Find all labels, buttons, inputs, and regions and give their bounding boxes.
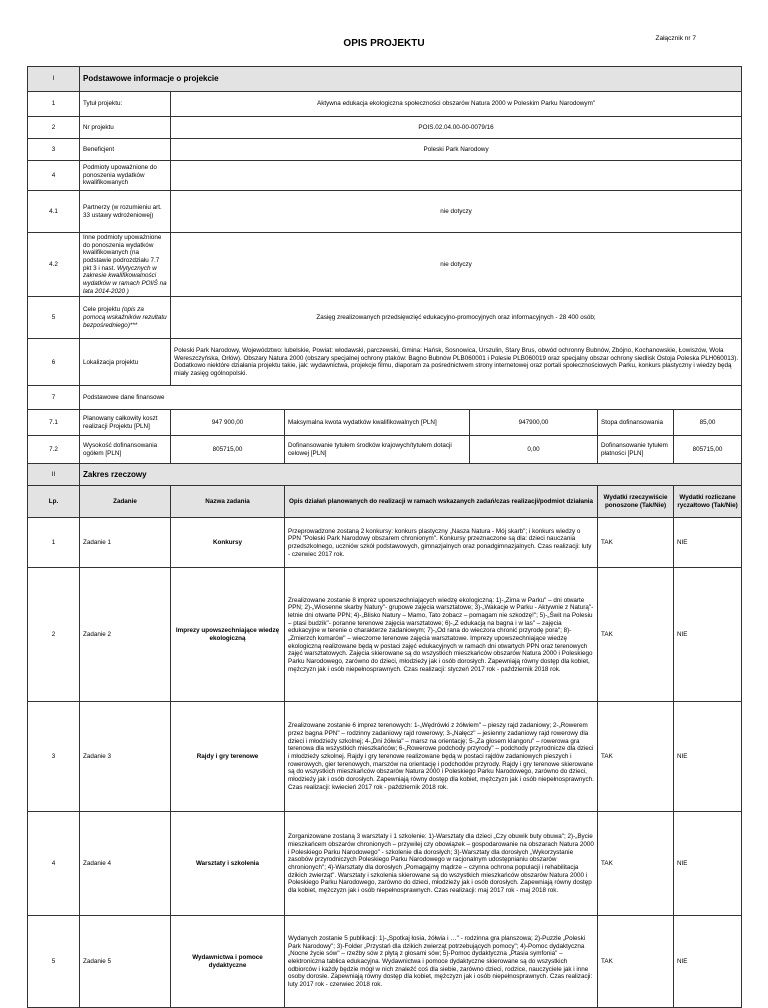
task-label: Zadanie 4 xyxy=(80,812,171,916)
row-4-entities xyxy=(28,161,742,191)
row-1-title xyxy=(28,92,742,117)
section-2-number: II xyxy=(28,464,80,486)
col-header-description: Opis działań planowanych do realizacji w ramach wskazanych zadań/czas realizacji/podmiot działania xyxy=(285,486,598,518)
task-row xyxy=(28,916,742,1008)
national-funding-value: 0,00 xyxy=(470,436,598,464)
row-label xyxy=(80,233,171,297)
goals-value: Zasięg zrealizowanych przedsięwzięć edukacyjno-promocyjnych oraz informacyjnych - 28 400 osób; xyxy=(171,297,742,339)
row-label-plain: Inne podmioty upoważnione do ponoszenia wydatków kwalifikowanych (na podstawie podrozdziału 7.7 pkt 3 i nast. xyxy=(83,234,162,272)
total-funding-label: Wysokość dofinansowania ogółem [PLN] xyxy=(80,436,171,464)
row-label xyxy=(80,297,171,339)
task-row xyxy=(28,702,742,812)
task-lump-sum: NIE xyxy=(674,568,742,702)
beneficiary-value: Poleski Park Narodowy xyxy=(171,139,742,161)
page-header xyxy=(0,0,768,60)
col-header-name: Nazwa zadania xyxy=(171,486,285,518)
col-header-lump-sum: Wydatki rozliczane ryczałtowo (Tak/Nie) xyxy=(674,486,742,518)
task-lump-sum: NIE xyxy=(674,702,742,812)
row-label: Podmioty upoważnione do ponoszenia wydatków kwalifikowanych xyxy=(80,161,171,191)
task-name: Warsztaty i szkolenia xyxy=(171,812,285,916)
section-1-number: I xyxy=(28,67,80,92)
row-number: 7.1 xyxy=(28,410,80,436)
task-lp: 4 xyxy=(28,812,80,916)
section-1-header xyxy=(28,67,742,92)
cofinancing-rate-label: Stopa dofinansowania xyxy=(598,410,674,436)
task-row xyxy=(28,812,742,916)
task-label: Zadanie 1 xyxy=(80,518,171,568)
total-cost-label: Planowany całkowity koszt realizacji Projektu [PLN] xyxy=(80,410,171,436)
task-lp: 3 xyxy=(28,702,80,812)
task-label: Zadanie 3 xyxy=(80,702,171,812)
row-number: 4 xyxy=(28,161,80,191)
task-description: Zorganizowane zostaną 3 warsztaty i 1 szkolenie: 1)-Warsztaty dla dzieci „Czy obuwik buty obuwa"; 2)-„Bycie mieszkańcem obszarów chronionych – przywilej czy obowiązek – gospodarowanie na obszarach Natura 2000 i Poleskiego Parku Narodowego" - szkolenie dla dorosłych; 3)-Warsztaty dla dorosłych „Wykorzystanie zasobów przyrodniczych Poleskiego Parku Narodowego w racjonalnym udostępnianiu obszarów chronionych"; 4)-Warsztaty dla dorosłych „Pomagajmy mądrze – czynna ochrona populacji i rehabilitacja dzikich zwierząt". Warsztaty i szkolenia skierowane są do wszystkich mieszkańców obszarów Natura 2000 i Poleskiego Parku Narodowego, zarówno do dzieci, młodzieży jak i osób dorosłych. Zapewniają równy dostęp dla kobiet, mężczyzn jak i osób niepełnosprawnych. Czas realizacji: maj 2017 rok - maj 2018 rok. xyxy=(285,812,598,916)
row-number: 4.1 xyxy=(28,191,80,233)
task-description: Zrealizowane zostanie 8 imprez upowszechniających wiedzę ekologiczną: 1)-„Zima w Parku" – dni otwarte PPN; 2)-„Wiosenne skarby Natury"- grupowe zajęcia warsztatowe; 3)-„Wakacje w Parku - Aktywnie z Naturą"- letnie dni otwarte PPN; 4)-„Blisko Natury – Mamo, Tato zobacz – pomagam nie szkodzę!"; 5)-„Świt na Polesiu – ptasi budzik"- poranne terenowe zajęcia warsztatowe; 6)-„Z edukacją na bagna i w las" – zajęcia edukacyjne w terenie o charakterze zadaniowym; 7)-„Od rana do wieczora chronić przyrodę pora"; 8)-„Zmierzch komarów" – wieczorne terenowe zajęcia warsztatowe. Imprezy upowszechniające wiedzę ekologiczną realizowane będą w postaci zajęć edukacyjnych w ramach dni otwartych PPN oraz terenowych zajęć warsztatowych. Zajęcia skierowane są do wszystkich mieszkańców obszarów Natura 2000 i Poleskiego Parku Narodowego, zarówno do dzieci, młodzieży jak i osób dorosłych. Zapewniają równy dostęp dla kobiet, mężczyzn jak i osób niepełnosprawnych. Czas realizacji: styczeń 2017 rok - październik 2018 rok. xyxy=(285,568,598,702)
row-4-2-other-entities xyxy=(28,233,742,297)
total-funding-value: 805715,00 xyxy=(171,436,285,464)
payment-funding-value: 805715,00 xyxy=(674,436,742,464)
row-number: 1 xyxy=(28,92,80,117)
task-actual-costs: TAK xyxy=(598,812,674,916)
row-number: 4.2 xyxy=(28,233,80,297)
task-description: Zrealizowane zostanie 6 imprez terenowych: 1-„Wędrówki z żółwiem" – pieszy rajd zadaniowy; 2-„Rowerem przez bagna PPN" – rodzinny zadaniowy rajd rowerowy; 3-„Nałęcz" – jesienny zadaniowy rajd rowerowy dla dzieci i młodzieży szkolnej; 4-„Dni żółwia" – marsz na orientację; 5-„Za głosem klangoru" – rowerowa gra terenowa dla wszystkich mieszkańców; 6-„Rowerowe podchody przyrody" – podchody przyrodnicze dla dzieci i młodzieży szkolnej. Rajdy i gry terenowe realizowane będą w postaci rajdów zadaniowych pieszych i rowerowych, gier terenowych, marszów na orientację i podchodów przyrody. Rajdy i gry terenowe skierowane są do wszystkich mieszkańców obszarów Natura 2000 i Poleskiego Parku Narodowego, zarówno do dzieci, młodzieży jak i osób dorosłych. Zapewniają równy dostęp dla kobiet, mężczyzn jak i osób niepełnosprawnych. Czas realizacji: kwiecień 2017 rok - październik 2018 rok. xyxy=(285,702,598,812)
payment-funding-label: Dofinansowanie tytułem płatności [PLN] xyxy=(598,436,674,464)
row-label: Beneficjent xyxy=(80,139,171,161)
row-7-financial xyxy=(28,386,742,410)
task-lump-sum: NIE xyxy=(674,916,742,1008)
task-actual-costs: TAK xyxy=(598,702,674,812)
task-actual-costs: TAK xyxy=(598,518,674,568)
location-value: Poleski Park Narodowy, Województwo: lubelskie, Powiat: włodawski, parczewski, Gmina: Hańsk, Sosnowica, Urszulin, Stary Brus, obwód ochronny Bubnów, Zbójno, Kochanowskie, Łowiszów, Wola Wereszczyńska, Orłów). Obszary Natura 2000 (obszary specjalnej ochrony ptaków: Bagno Bubnów PLB060001 i Polesie PLB060019 oraz specjalny obszar ochrony siedlisk Ostoja Poleska PLH060013). Dodatkowo niektóre działania projektu takie, jak: wydawnictwa, projekcje filmu, diaporam za pośrednictwem strony internetowej oraz portali społecznościowych Parku, konkurs plastyczny i wiedzy będą miały zasięg ogólnopolski. xyxy=(171,339,742,386)
row-number: 3 xyxy=(28,139,80,161)
col-header-lp: Lp. xyxy=(28,486,80,518)
task-row xyxy=(28,568,742,702)
task-row xyxy=(28,518,742,568)
task-lp: 2 xyxy=(28,568,80,702)
entities-value xyxy=(171,161,742,191)
project-title-value: Aktywna edukacja ekologiczna społeczności obszarów Natura 2000 w Poleskim Parku Narodowym" xyxy=(171,92,742,117)
row-label: Tytuł projektu: xyxy=(80,92,171,117)
row-number: 5 xyxy=(28,297,80,339)
project-description-table xyxy=(27,66,742,1008)
cofinancing-rate-value: 85,00 xyxy=(674,410,742,436)
row-4-1-partners xyxy=(28,191,742,233)
section-2-header xyxy=(28,464,742,486)
row-2-number xyxy=(28,117,742,139)
max-eligible-label: Maksymalna kwota wydatków kwalifikowalnych [PLN] xyxy=(285,410,470,436)
section-1-title: Podstawowe informacje o projekcie xyxy=(80,67,742,92)
other-entities-value: nie dotyczy xyxy=(171,233,742,297)
row-5-goals xyxy=(28,297,742,339)
row-6-location xyxy=(28,339,742,386)
task-name: Konkursy xyxy=(171,518,285,568)
national-funding-label: Dofinansowanie tytułem środków krajowych/tytułem dotacji celowej [PLN] xyxy=(285,436,470,464)
task-lp: 1 xyxy=(28,518,80,568)
total-cost-value: 947 900,00 xyxy=(171,410,285,436)
task-name: Wydawnictwa i pomoce dydaktyczne xyxy=(171,916,285,1008)
task-label: Zadanie 2 xyxy=(80,568,171,702)
row-label-italic: (opis za pomocą wskaźników rezultatu bezpośredniego)*** xyxy=(83,306,167,329)
task-name: Imprezy upowszechniające wiedzę ekologiczną xyxy=(171,568,285,702)
task-lump-sum: NIE xyxy=(674,518,742,568)
row-label-plain: Cele projektu xyxy=(83,306,121,314)
task-lump-sum: NIE xyxy=(674,812,742,916)
row-number: 6 xyxy=(28,339,80,386)
task-description: Wydanych zostanie 5 publikacji: 1)-„Spotkaj łosia, żółwia i …" - rodzinna gra planszowa; 2)-Puzzle „Poleski Park Narodowy"; 3)-Folder „Przystań dla dzikich zwierząt potrzebujących pomocy"; 4)-Pomoc dydaktyczna „Nocne życie sów" – rzeźby sów z płytą z głosami sów; 5)-Pomoc dydaktyczna „Ptasia symfonia" – elektroniczna tablica edukacyjna. Wydawnictwa i pomoce dydaktyczne skierowane są do wszystkich odbiorców i każdy będzie mógł w nich znaleźć coś dla siebie, zarówno dzieci, rodzice, nauczyciele jak i inne osoby dorosłe. Zapewniają równy dostęp dla kobiet, mężczyzn jak i osób niepełnosprawnych. Czas realizacji: luty 2017 rok - czerwiec 2018 rok. xyxy=(285,916,598,1008)
row-number: 7.2 xyxy=(28,436,80,464)
max-eligible-value: 947900,00 xyxy=(470,410,598,436)
row-number: 7 xyxy=(28,386,80,410)
task-actual-costs: TAK xyxy=(598,916,674,1008)
project-number-value: POIS.02.04.00-00-0079/16 xyxy=(171,117,742,139)
row-7-2-funding xyxy=(28,436,742,464)
document-title: OPIS PROJEKTU xyxy=(343,38,425,49)
partners-value: nie dotyczy xyxy=(171,191,742,233)
task-label: Zadanie 5 xyxy=(80,916,171,1008)
row-3-beneficiary xyxy=(28,139,742,161)
row-7-1-costs xyxy=(28,410,742,436)
row-number: 2 xyxy=(28,117,80,139)
section-2-title: Zakres rzeczowy xyxy=(80,464,742,486)
scope-table-header xyxy=(28,486,742,518)
row-label-italic: Wytycznych w zakresie kwalifikowalności wydatków w ramach POIiŚ na lata 2014-2020 ) xyxy=(83,264,167,295)
row-label: Nr projektu xyxy=(80,117,171,139)
annex-label: Załącznik nr 7 xyxy=(655,35,696,42)
task-description: Przeprowadzone zostaną 2 konkursy: konkurs plastyczny „Nasza Natura - Mój skarb"; i konkurs wiedzy o PPN "Poleski Park Narodowy obszarem chronionym". Konkursy przeznaczone są dla: dzieci nauczania przedszkolnego, uczniów szkół podstawowych, gimnazjalnych oraz ponadgimnazjalnych. Czas realizacji: luty - czerwiec 2017 rok. xyxy=(285,518,598,568)
row-label: Podstawowe dane finansowe xyxy=(80,386,742,410)
task-actual-costs: TAK xyxy=(598,568,674,702)
row-label: Lokalizacja projektu xyxy=(80,339,171,386)
col-header-task: Zadanie xyxy=(80,486,171,518)
task-name: Rajdy i gry terenowe xyxy=(171,702,285,812)
task-lp: 5 xyxy=(28,916,80,1008)
col-header-actual-costs: Wydatki rzeczywiście ponoszone (Tak/Nie) xyxy=(598,486,674,518)
row-label: Partnerzy (w rozumieniu art. 33 ustawy wdrożeniowej) xyxy=(80,191,171,233)
